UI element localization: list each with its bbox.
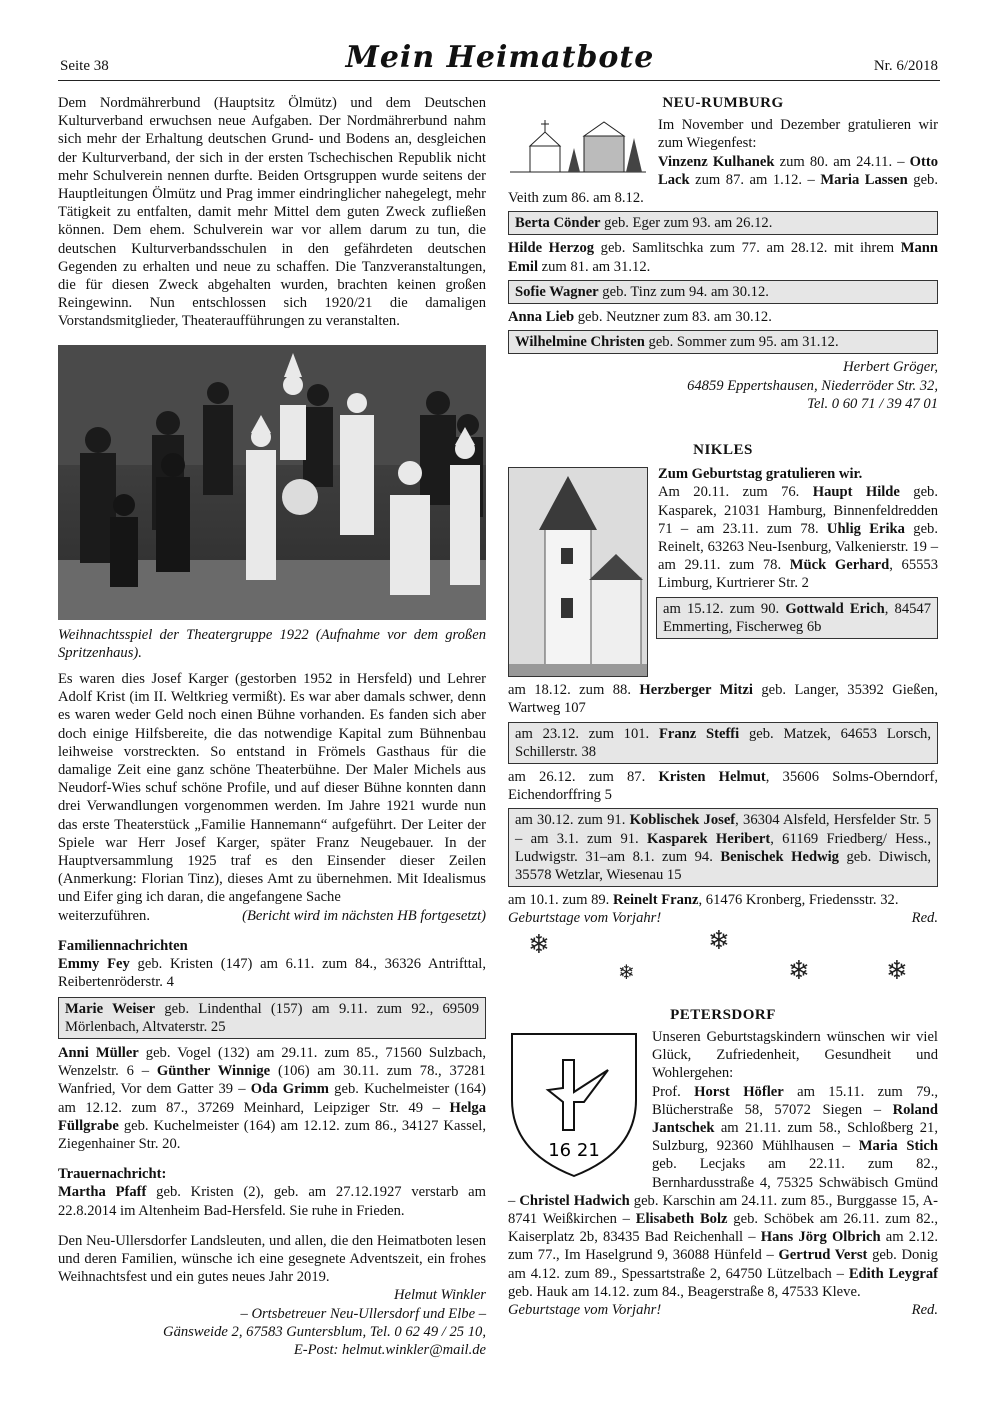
- snowflake-icon: ❄: [708, 925, 730, 955]
- mourning-entry: Martha Pfaff geb. Kristen (2), geb. am 27.12.1927 verstarb am 22.8.2014 im Altenheim Bad-Hersfeld. Sie ruhe in Frieden.: [58, 1184, 486, 1219]
- mourning-heading: Trauernachricht:: [58, 1166, 167, 1183]
- family-news-heading: Familiennachrichten: [58, 937, 188, 954]
- nikles-entry-reinelt: am 10.1. zum 89. Reinelt Franz, 61476 Kronberg, Friedensstr. 32.: [508, 892, 899, 909]
- neu-rumburg-entry-lieb: Anna Lieb geb. Neutzner zum 83. am 30.12.: [508, 309, 772, 326]
- page-number: Seite 38: [60, 58, 109, 74]
- petersdorf-coat-of-arms: [508, 1030, 640, 1180]
- masthead-title: Mein Heimatbote: [345, 40, 655, 75]
- neu-rumburg-box-1: Berta Cönder geb. Eger zum 93. am 26.12.: [508, 211, 938, 235]
- signature-email: E-Post: helmut.winkler@mail.de: [293, 1341, 486, 1358]
- issue-number: Nr. 6/2018: [873, 58, 938, 74]
- left-column: [58, 94, 486, 1359]
- snowflake-icon: ❄: [528, 929, 550, 959]
- history-paragraph: Es waren dies Josef Karger (gestorben 1952 in Hersfeld) und Lehrer Adolf Krist (im II. Weltkrieg vermißt). Es war aber damals schwer, denn es waren weder Geld noch einen Bühne vorhanden. Es fanden sich aber doch einige Hilfsbereite, die das notwendige Kapital zum Bühnenbau leihweise vorstreckten. So entstand in Frömels Gasthaus für die damalige Zeit eine ganz schöne Theaterbühne. Der Maler Michels aus Neudorf-Wies schuf schöne Profile, und auf dieser Bühne konnten dann drei Verwandlungen vorgenommen werden. Im Jahre 1921 wurde nun das erste Theaterstück „Familie Hannemann“ aufgeführt. Der Leiter der Spiele war Herr Josef Karger, später Franz Neugebauer. In der Hauptversammlung 1925 traf es den Einsender dieser Zeilen (Anmerkung: Florian Tinz), dieses Amt zu übernehmen. Mit Idealismus und Eifer ging ich daran, die angefangene Sache: [58, 671, 486, 906]
- nikles-entry-kristen: am 26.12. zum 87. Kristen Helmut, 35606 Solms-Oberndorf, Eichendorffring 5: [508, 769, 938, 804]
- family-entry-1: Emmy Fey geb. Kristen (147) am 6.11. zum 84., 36326 Antrifttal, Reibertenröderstr. 4: [58, 956, 486, 991]
- petersdorf-editor-mark: Red.: [911, 1301, 938, 1318]
- nikles-intro: Zum Geburtstag gratulieren wir.: [658, 466, 863, 483]
- intro-paragraph: Dem Nordmährerbund (Hauptsitz Ölmütz) und dem Deutschen Kulturverband erwuchsen neue Aufgaben. Der Nordmährerbund nahm sich mehr der Erhaltung deutschen Grund- und Bodens an, desgleichen der Kulturverband, der sich in der ersten Tschechischen Republik nicht mehr Schulverein nennen durfte. Beiden Ortsgruppen wurde seitens der Hauptleitungen Ölmütz und Prag immer eindringlicher nahegelegt, mehr Tätigkeit zu entfalten, damit mehr Mittel dem guten Zweck zufließen können. Dem ehem. Schulverein war vor allem darum zu tun, die deutschen Kulturverbandsschulen in den gefährdeten deutschen Gegenden zu erhalten und neue zu schaffen. Die Tanzveranstaltungen, die für diesen Zweck abgehalten wurden, brachten keinen großen Reingewinn. Nun entschlossen sich 1920/21 die damaligen Vorstandsmitglieder, Theateraufführungen zu veranstalten.: [58, 95, 486, 330]
- history-end-text: weiterzuführen.: [58, 907, 150, 924]
- signature-name: Helmut Winkler: [393, 1287, 486, 1304]
- neu-rumburg-heading: NEU-RUMBURG: [662, 95, 784, 111]
- petersdorf-footer: [508, 1301, 938, 1319]
- snowflake-icon: ❄: [788, 955, 810, 985]
- neu-rumburg-sign-address: 64859 Eppertshausen, Niederröder Str. 32,: [687, 377, 938, 394]
- photo-illustration: [58, 345, 486, 620]
- neu-rumburg-church-drawing: [508, 118, 648, 178]
- neu-rumburg-list: Vinzenz Kulhanek zum 80. am 24.11. – Otto Lack zum 87. am 1.12. – Maria Lassen geb. Veith zum 86. am 8.12.: [508, 153, 938, 207]
- nikles-entry-herzberger: am 18.12. zum 88. Herzberger Mitzi geb. Langer, 35392 Gießen, Wartweg 107: [508, 682, 938, 717]
- nikles-previous-year-note: Geburtstage vom Vorjahr!: [508, 910, 662, 927]
- theater-group-photo: [58, 345, 486, 620]
- continued-note: (Bericht wird im nächsten HB fortgesetzt): [242, 907, 486, 924]
- snowflake-icon: ❄: [618, 961, 635, 984]
- photo-caption: Weihnachtsspiel der Theatergruppe 1922 (Aufnahme vor dem großen Spritzenhaus).: [58, 626, 486, 661]
- crest-year: 16 21: [548, 1139, 600, 1161]
- nikles-box-2: am 23.12. zum 101. Franz Steffi geb. Matzek, 64653 Lorsch, Schillerstr. 38: [508, 722, 938, 764]
- nikles-box-1: am 15.12. zum 90. Gottwald Erich, 84547 Emmerting, Fischerweg 6b: [656, 597, 938, 639]
- petersdorf-previous-year-note: Geburtstage vom Vorjahr!: [508, 1301, 662, 1318]
- family-entry-2-box: Marie Weiser geb. Lindenthal (157) am 9.11. zum 92., 69509 Mörlenbach, Altvaterstr. 25: [58, 997, 486, 1039]
- signature-role: – Ortsbetreuer Neu-Ullersdorf und Elbe –: [240, 1305, 486, 1322]
- neu-rumburg-box-2: Sofie Wagner geb. Tinz zum 94. am 30.12.: [508, 280, 938, 304]
- snowflake-icon: ❄: [886, 955, 908, 985]
- greeting-paragraph: Den Neu-Ullersdorfer Landsleuten, und allen, die den Heimatboten lesen und deren Familien, wünsche ich eine gesegnete Adventszeit, ein frohes Weihnachtsfest und ein gutes neues Jahr 2019.: [58, 1232, 486, 1286]
- family-entry-3: Anni Müller geb. Vogel (132) am 29.11. zum 85., 71560 Sulzbach, Wenzelstr. 6 – Günther Winnige (106) am 30.11. zum 78., 37281 Wanfried, Vor dem Gatter 39 – Oda Grimm geb. Kuchelmeister (164) am 12.12. zum 87., 37269 Meinhard, Leipziger Str. 49 – Helga Füllgrabe geb. Kuchelmeister (164) am 12.12. zum 86., 34127 Kassel, Ziegenhainer Str. 20.: [58, 1044, 486, 1152]
- signature-address: Gänsweide 2, 67583 Guntersblum, Tel. 0 62 49 / 25 10,: [163, 1323, 486, 1340]
- neu-rumburg-sign-name: Herbert Gröger,: [843, 359, 938, 376]
- petersdorf-intro: Unseren Geburtstagskindern wünschen wir viel Glück, Zufriedenheit, Gesundheit und Wohlergehen:: [652, 1028, 938, 1082]
- header-rule: [58, 80, 940, 81]
- nikles-list: Am 20.11. zum 76. Haupt Hilde geb. Kasparek, 21031 Hamburg, Binnenfeldredden 71 – am 23.11. zum 78. Uhlig Erika geb. Reinelt, 63263 Neu-Isenburg, Valkenierstr. 19 – am 29.11. zum 78. Mück Gerhard, 65553 Limburg, Kurtrierer Str. 2: [658, 484, 939, 592]
- petersdorf-heading: PETERSDORF: [670, 1006, 776, 1023]
- neu-rumburg-entry-herzog: Hilde Herzog geb. Samlitschka zum 77. am 28.12. mit ihrem Mann Emil zum 81. am 31.12.: [508, 240, 938, 275]
- neu-rumburg-box-3: Wilhelmine Christen geb. Sommer zum 95. am 31.12.: [508, 330, 938, 354]
- neu-rumburg-sign-phone: Tel. 0 60 71 / 39 47 01: [807, 395, 938, 412]
- nikles-church-photo: [508, 467, 648, 677]
- right-column: [508, 94, 938, 1319]
- petersdorf-list: Prof. Horst Höfler am 15.11. zum 79., Blücherstraße 58, 57072 Siegen – Roland Jantschek am 21.11. zum 58., Schloßberg 21, Sulzburg, 92360 Mühlhausen – Maria Stich geb. Lecjaks am 22.11. zum 82., Bernhardusstraße 4, 75325 Schwäbisch Gmünd – Christel Hadwich geb. Karschin am 24.11. zum 85., Burggasse 15, A-8741 Weißkirchen – Elisabeth Bolz geb. Schöbek am 26.11. zum 82., Kaiserplatz 2b, 83435 Bad Reichenhall – Hans Jörg Olbrich am 2.12. zum 77., Im Haselgrund 9, 36088 Hünfeld – Gertrud Verst geb. Donig am 4.12. zum 89., Spessartstraße 2, 64750 Lützelbach – Edith Leygraf geb. Hauk am 14.12. zum 84., Beagerstraße 8, 47533 Kleve.: [508, 1083, 939, 1300]
- nikles-heading: NIKLES: [693, 442, 753, 459]
- history-paragraph-end: [58, 907, 486, 925]
- nikles-editor-mark: Red.: [911, 910, 938, 927]
- neu-rumburg-intro: Im November und Dezember gratulieren wir zum Wiegenfest:: [658, 117, 938, 152]
- nikles-box-3: am 30.12. zum 91. Koblischek Josef, 36304 Alsfeld, Hersfelder Str. 5 – am 3.1. zum 91. Kasparek Heribert, 61169 Friedberg/ Hess., Ludwigstr. 31–am 8.1. zum 94. Benischek Hedwig geb. Diwisch, 35578 Wetzlar, Wiesenau 15: [508, 808, 938, 887]
- nikles-footer: [508, 909, 938, 927]
- snowflake-decoration: [508, 925, 938, 1006]
